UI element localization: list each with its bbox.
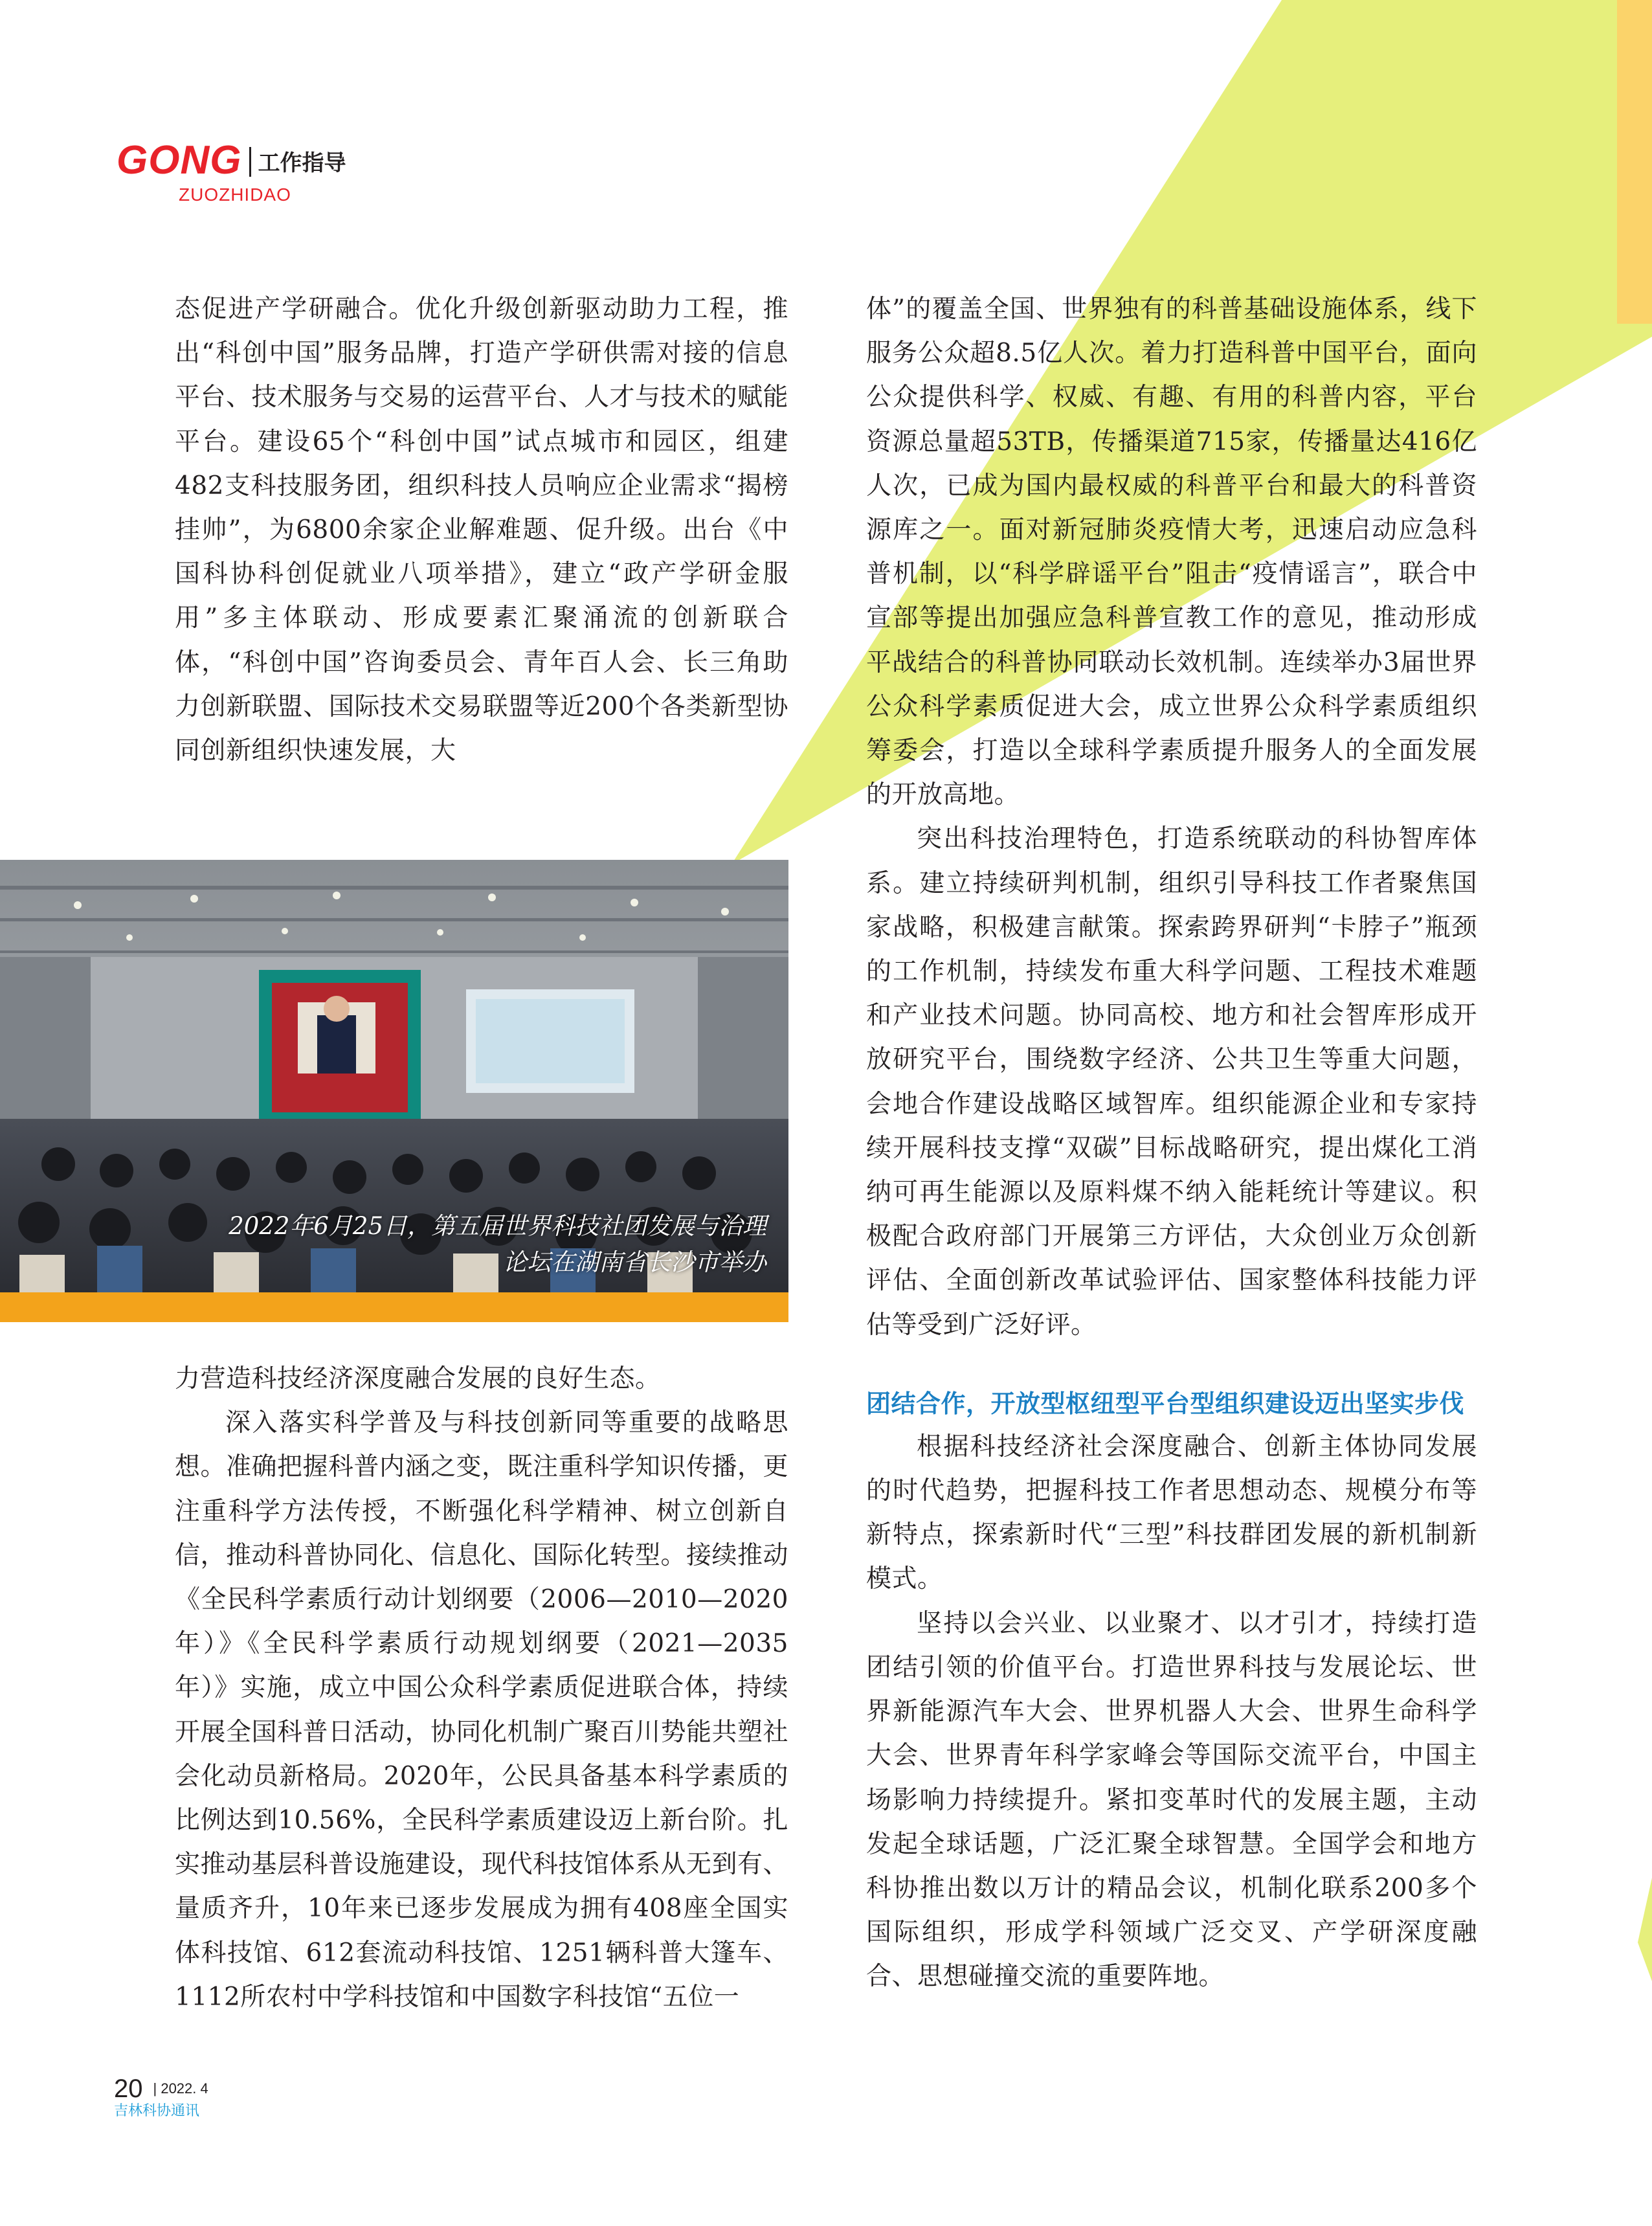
left-column-bottom [175,1357,788,2019]
magazine-logo: GONG [117,138,242,183]
paragraph: 体”的覆盖全国、世界独有的科普基础设施体系，线下服务公众超8.5亿人次。着力打造科普中国平台，面向公众提供科学、权威、有趣、有用的科普内容，平台资源总量超53TB，传播渠道715家，传播量达416亿人次，已成为国内最权威的科普平台和最大的科普资源库之一。面对新冠肺炎疫情大考，迅速启动应急科普机制，以“科学辟谣平台”阻击“疫情谣言”，联合中宣部等提出加强应急科普宣教工作的意见，推动形成平战结合的科普协同联动长效机制。连续举办3届世界公众科学素质促进大会，成立世界公众科学素质组织筹委会，打造以全球科学素质提升服务人的全面发展的开放高地。 [866,295,1477,810]
yellow-edge-strip [1617,0,1652,324]
paragraph: 坚持以会兴业、以业聚才、以才引才，持续打造团结引领的价值平台。打造世界科技与发展论坛、世界新能源汽车大会、世界机器人大会、世界生命科学大会、世界青年科学家峰会等国际交流平台，中国主场影响力持续提升。紧扣变革时代的发展主题，主动发起全球话题，广泛汇聚全球智慧。全国学会和地方科协推出数以万计的精品会议，机制化联系200多个国际组织，形成学科领域广泛交叉、产学研深度融合、思想碰撞交流的重要阵地。 [866,1608,1477,1992]
lime-edge-bottom [1638,1878,1652,1981]
paragraph: 力营造科技经济深度融合发展的良好生态。 [175,1364,661,1393]
page-number: 20 [114,2074,143,2103]
page-header [117,137,346,205]
caption-line: 2022年6月25日，第五届世界科技社团发展与治理 [229,1212,766,1240]
photo-accent-bar [0,1292,788,1322]
conference-photo [0,860,788,1292]
header-divider [249,147,251,177]
right-column [866,287,1477,1999]
paragraph: 突出科技治理特色，打造系统联动的科协智库体系。建立持续研判机制，组织引导科技工作者聚焦国家战略，积极建言献策。探索跨界研判“卡脖子”瓶颈的工作机制，持续发布重大科学问题、工程技术难题和产业技术问题。协同高校、地方和社会智库形成开放研究平台，围绕数字经济、公共卫生等重大问题，会地合作建设战略区域智库。组织能源企业和专家持续开展科技支撑“双碳”目标战略研究，提出煤化工消纳可再生能源以及原料煤不纳入能耗统计等建议。积极配合政府部门开展第三方评估，大众创业万众创新评估、全面创新改革试验评估、国家整体科技能力评估等受到广泛好评。 [866,824,1477,1340]
issue-date: | 2022. 4 [153,2080,208,2097]
section-title: 工作指导 [258,150,346,176]
paragraph: 根据科技经济社会深度融合、创新主体协同发展的时代趋势，把握科技工作者思想动态、规模分布等新特点，探索新时代“三型”科技群团发展的新机制新模式。 [866,1432,1477,1594]
section-subheading: 团结合作，开放型枢纽型平台型组织建设迈出坚实步伐 [866,1389,1465,1418]
photo-caption [229,1208,766,1281]
paragraph: 态促进产学研融合。优化升级创新驱动助力工程，推出“科创中国”服务品牌，打造产学研供需对接的信息平台、技术服务与交易的运营平台、人才与技术的赋能平台。建设65个“科创中国”试点城市和园区，组建482支科技服务团，组织科技人员响应企业需求“揭榜挂帅”，为6800余家企业解难题、促升级。出台《中国科协科创促就业八项举措》，建立“政产学研金服用”多主体联动、形成要素汇聚涌流的创新联合体，“科创中国”咨询委员会、青年百人会、长三角助力创新联盟、国际技术交易联盟等近200个各类新型协同创新组织快速发展，大 [175,295,789,766]
caption-line: 论坛在湖南省长沙市举办 [503,1248,766,1276]
section-pinyin: ZUOZHIDAO [179,185,291,205]
page-footer [114,2074,208,2120]
magazine-name: 吉林科协通讯 [114,2102,200,2119]
left-column-top [175,287,788,773]
paragraph: 深入落实科学普及与科技创新同等重要的战略思想。准确把握科普内涵之变，既注重科学知识传播，更注重科学方法传授，不断强化科学精神、树立创新自信，推动科普协同化、信息化、国际化转型。接续推动《全民科学素质行动计划纲要（2006—2010—2020年）》《全民科学素质行动规划纲要（2021—2035年）》实施，成立中国公众科学素质促进联合体，持续开展全国科普日活动，协同化机制广聚百川势能共塑社会化动员新格局。2020年，公民具备基本科学素质的比例达到10.56%，全民科学素质建设迈上新台阶。扎实推动基层科普设施建设，现代科技馆体系从无到有、量质齐升，10年来已逐步发展成为拥有408座全国实体科技馆、612套流动科技馆、1251辆科普大篷车、1112所农村中学科技馆和中国数字科技馆“五位一 [175,1408,789,2012]
